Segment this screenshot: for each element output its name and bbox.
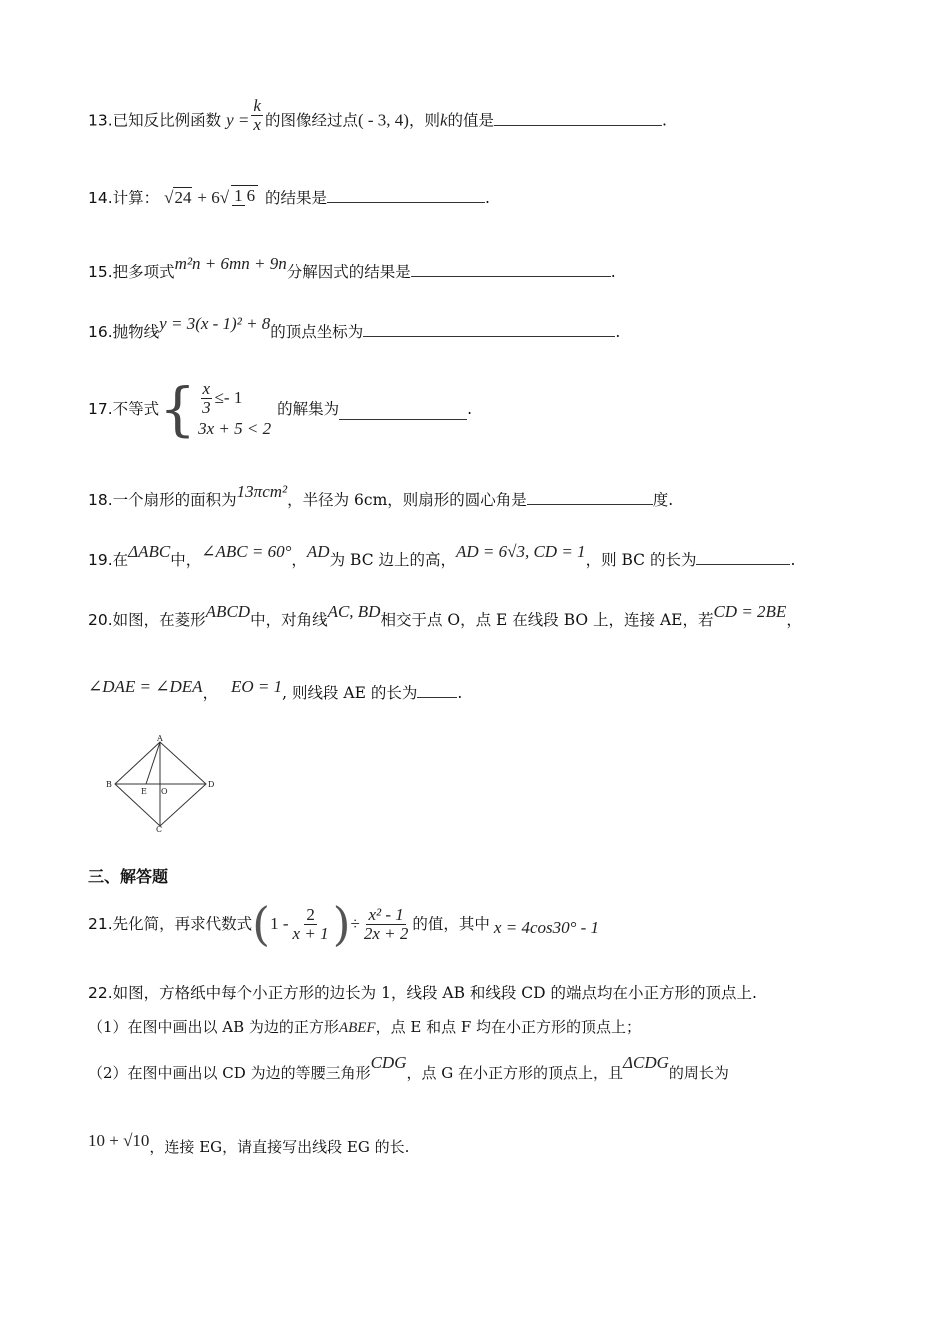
fraction-k-over-x: $\frac{k}{x}$ <box>253 96 261 134</box>
question-18: 18.一个扇形的面积为13πcm²，半径为 6cm，则扇形的圆心角是 度. <box>88 482 674 509</box>
question-14: 14.计算： √24 + 6√ 1 6 的结果是 . <box>88 185 490 207</box>
label-b: B <box>106 780 112 789</box>
answer-blank[interactable] <box>411 262 611 277</box>
answer-blank[interactable] <box>327 188 485 203</box>
answer-blank[interactable] <box>339 405 467 420</box>
question-22-part-2: （2）在图中画出以 CD 为边的等腰三角形CDG，点 G 在小正方形的顶点上，且ΔCDG的周长为 <box>88 1053 729 1082</box>
question-22: 22.如图，方格纸中每个小正方形的边长为 1，线段 AB 和线段 CD 的端点均在小正方形的顶点上. <box>88 984 757 1002</box>
fraction-1-over-6: 1 6 <box>231 185 258 206</box>
question-16: 16.抛物线y = 3(x - 1)² + 8的顶点坐标为 . <box>88 314 621 341</box>
question-13: 13.已知反比例函数 y = $\frac{k}{x}$ 的图像经过点( - 3, 4)，则k的值是 . <box>88 96 667 134</box>
question-20: 20.如图，在菱形ABCD中，对角线AC, BD相交于点 O，点 E 在线段 BO 上，连接 AE，若CD = 2BE， <box>88 602 802 629</box>
question-19: 19.在ΔABC中，∠ABC = 60°，AD为 BC 边上的高，AD = 6√3, CD = 1，则 BC 的长为 . <box>88 542 796 569</box>
brace: { <box>159 375 197 443</box>
answer-blank[interactable] <box>527 490 653 505</box>
section-heading: 三、解答题 <box>88 867 169 886</box>
inequality-system: $\frac{x}{3}$ ≤- 1 3x + 5 < 2 <box>198 378 272 438</box>
question-21: 21. 先化简，再求代数式 ( 1 - $\frac{2}{x + 1}$ ) ÷ $\frac{\text{x² - 1}}{2x + 2}$ 的值，其中 x = 4cos30° - 1 <box>88 897 600 951</box>
answer-blank[interactable] <box>696 550 790 565</box>
answer-blank[interactable] <box>494 111 662 126</box>
question-22-part-3: 10 + √10，连接 EG，请直接写出线段 EG 的长. <box>88 1131 410 1156</box>
question-22-part-1: （1）在图中画出以 AB 为边的正方形ABEF，点 E 和点 F 均在小正方形的顶点上； <box>88 1018 642 1036</box>
label-c: C <box>156 825 163 834</box>
question-15: 15.把多项式m²n + 6mn + 9n分解因式的结果是 . <box>88 254 616 281</box>
question-20-cont: ∠DAE = ∠DEA， EO = 1, 则线段 AE 的长为 . <box>88 677 463 702</box>
label-e: E <box>141 787 147 796</box>
answer-blank[interactable] <box>417 683 457 698</box>
answer-blank[interactable] <box>363 322 615 337</box>
label-a: A <box>157 734 163 743</box>
question-17: 17. 不等式 { $\frac{x}{3}$ ≤- 1 3x + 5 < 2 的解集为 . <box>88 375 473 443</box>
label-o: O <box>161 787 168 796</box>
label-d: D <box>208 780 215 789</box>
rhombus-figure <box>100 730 230 840</box>
